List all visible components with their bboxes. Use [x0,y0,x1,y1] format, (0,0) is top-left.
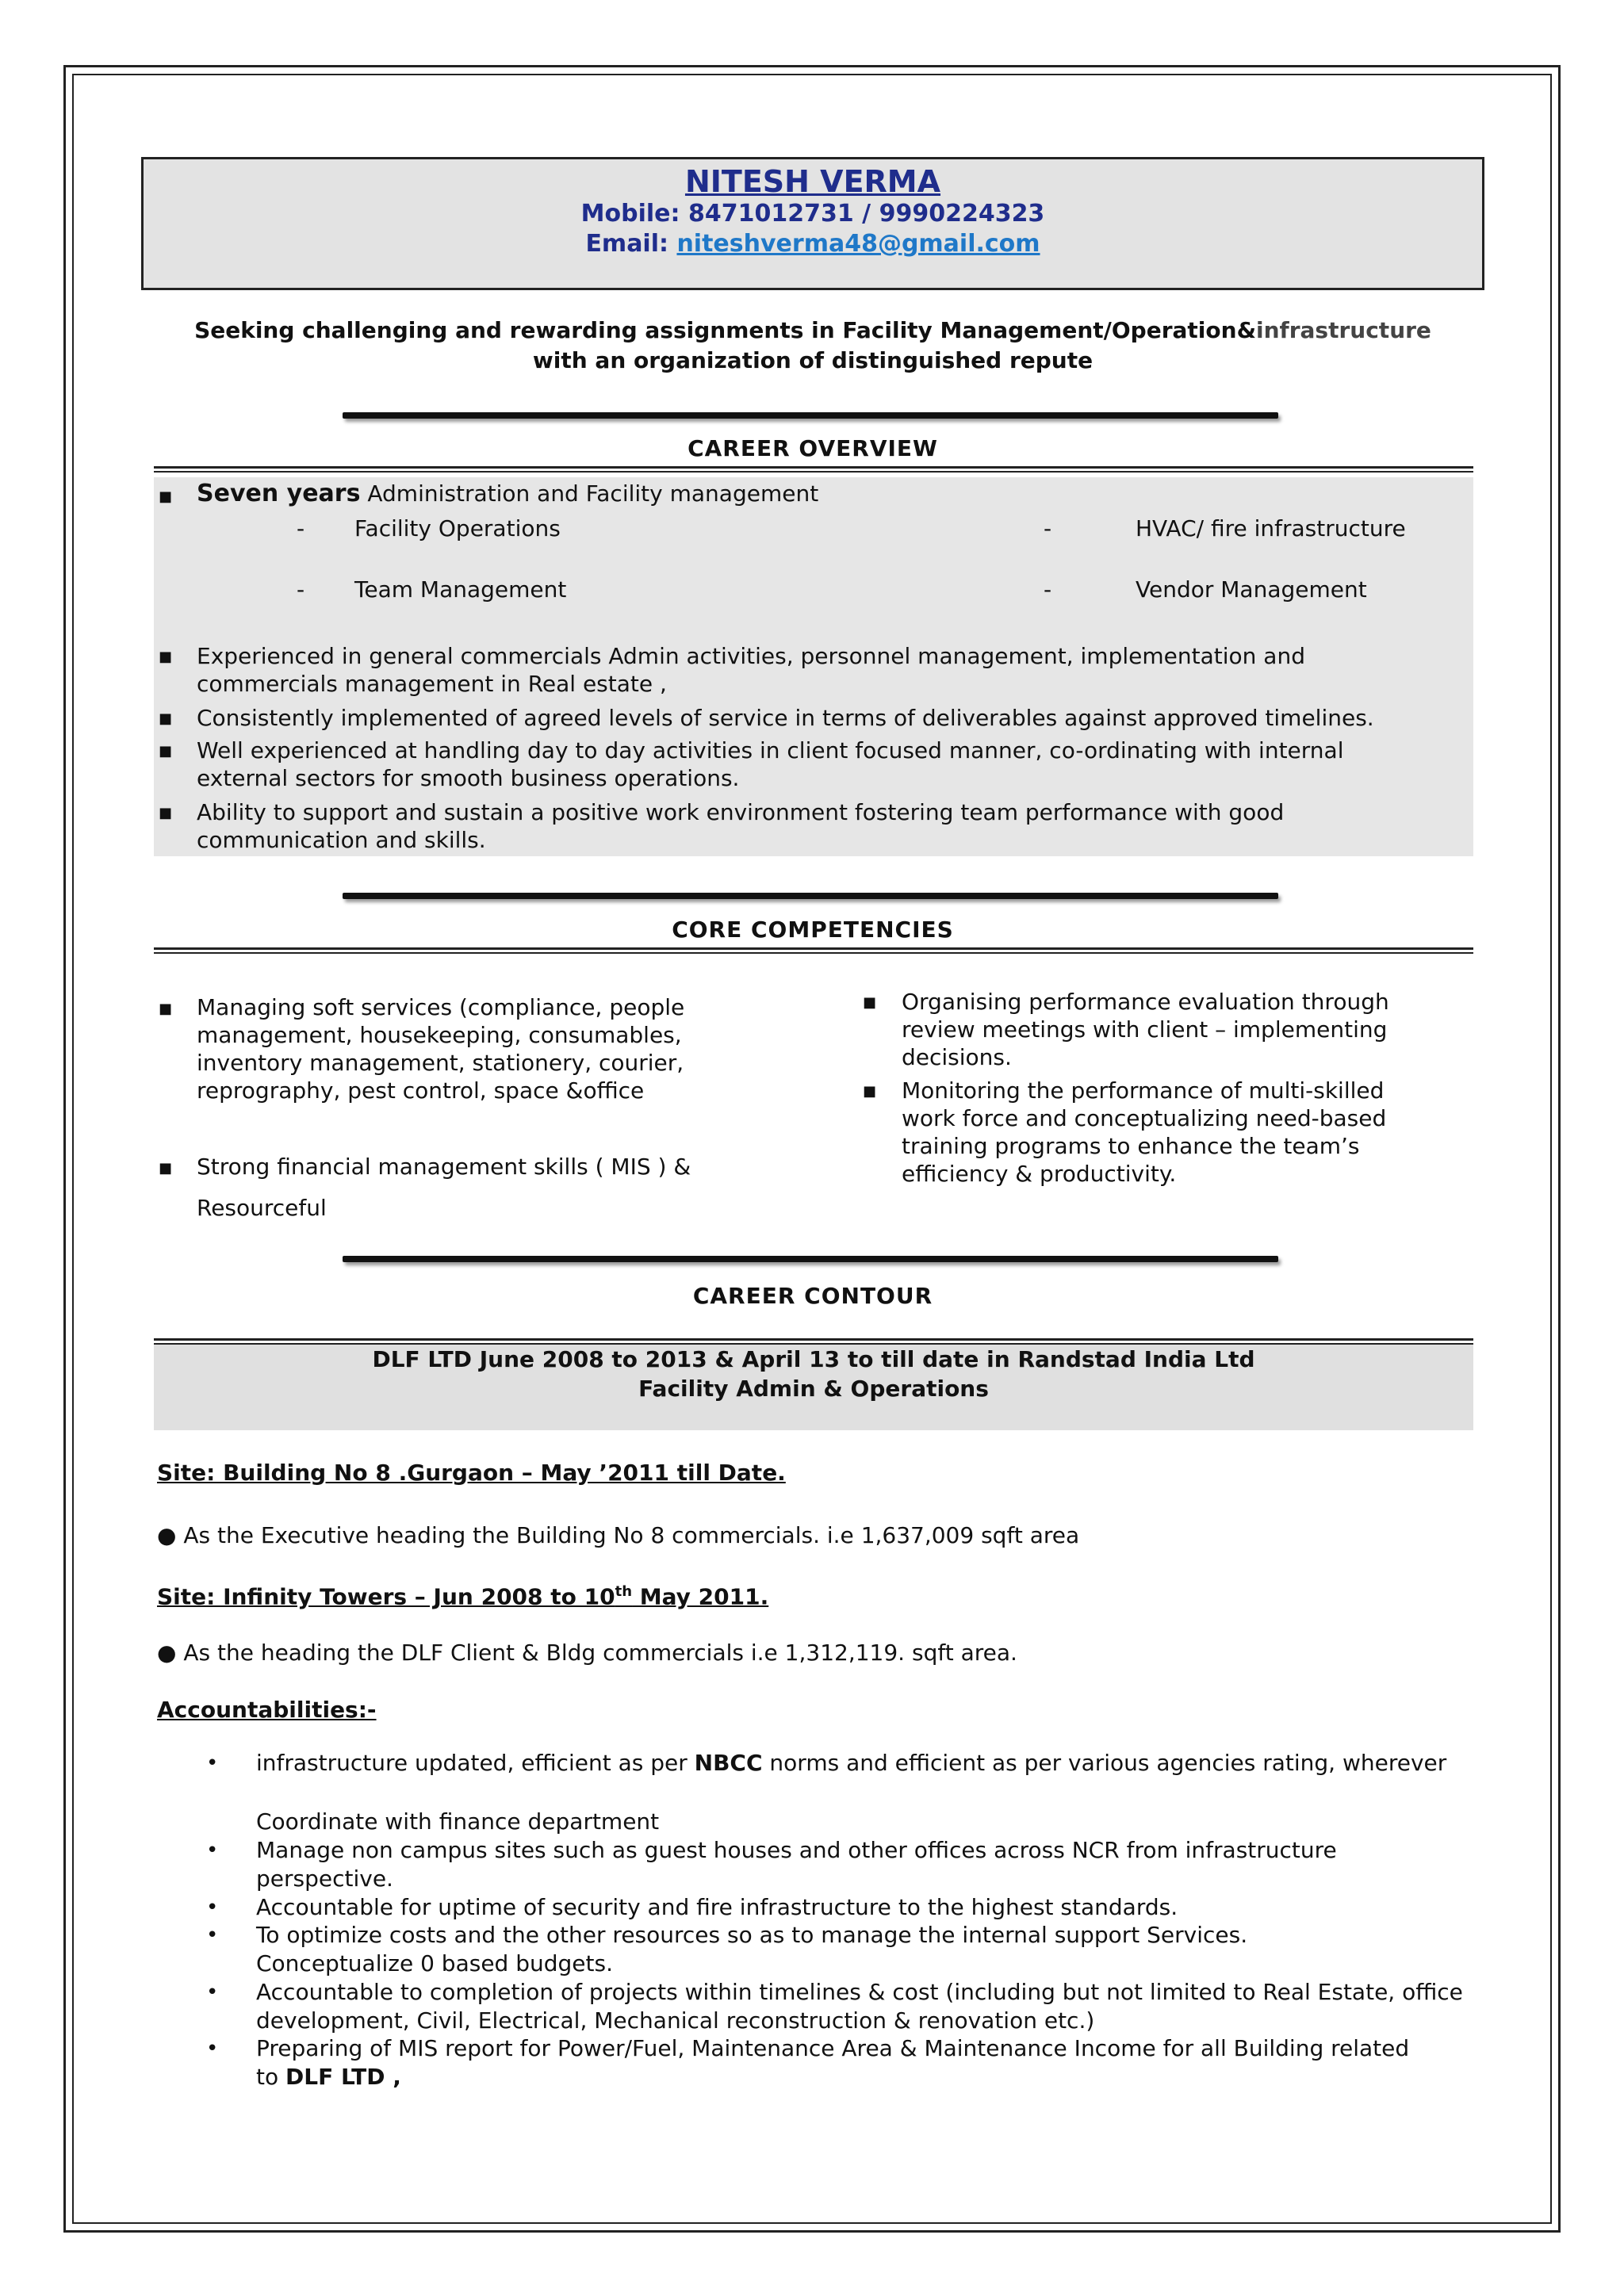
round-bullet-icon: • [206,1980,219,2004]
accountability-6-bold: DLF LTD , [285,2064,401,2090]
accountability-6 [256,2034,1414,2091]
skill-team-management: Team Management [354,576,567,603]
career-contour-title: CAREER CONTOUR [692,1283,933,1309]
skill-hvac-fire: HVAC/ fire infrastructure [1136,515,1406,541]
square-bullet-icon: ■ [159,1001,173,1017]
objective [141,316,1484,376]
objective-line-1-tail: infrastructure [1256,317,1431,343]
accountability-2: Manage non campus sites such as guest houses and other offices across NCR from infrastructure perspective. [256,1837,1337,1892]
skill-facility-operations: Facility Operations [354,515,561,541]
round-bullet-icon: • [206,1839,219,1862]
employer-panel [154,1345,1473,1430]
accountability-5: Accountable to completion of projects within timelines & cost (including but not limited to Real Estate, office development, Civil, Electrical, Mechanical reconstruction & renovation etc.) [256,1979,1463,2034]
objective-line-1-main: Seeking challenging and rewarding assignments in Facility Management/Operation& [194,317,1256,343]
objective-line-1 [141,316,1484,346]
site-1-line: ● As the Executive heading the Building No 8 commercials. i.e 1,637,009 sqft area [157,1522,1080,1548]
mobile-value: 8471012731 / 9990224323 [688,200,1045,228]
double-rule [154,947,1473,954]
candidate-name: NITESH VERMA [684,164,941,199]
site-2-heading-a: Site: Infinity Towers – Jun 2008 to 10 [157,1583,615,1610]
email-link[interactable]: niteshverma48@gmail.com [676,230,1040,258]
double-rule [154,1338,1473,1345]
round-bullet-icon: • [206,1896,219,1919]
employer-line: DLF LTD June 2008 to 2013 & April 13 to till date in Randstad India Ltd [372,1346,1255,1372]
dash-marker: - [1044,576,1052,603]
site-2-heading-b: May 2011. [632,1583,769,1610]
dash-marker: - [297,515,305,541]
section-divider [343,893,1278,899]
square-bullet-icon: ■ [159,805,173,821]
mobile-label: Mobile: [580,200,680,228]
section-divider [343,1256,1278,1262]
square-bullet-icon: ■ [159,488,173,505]
competency-financial: Strong financial management skills ( MIS ) & [197,1154,691,1180]
role-line: Facility Admin & Operations [638,1376,989,1402]
overview-experience-rest: Administration and Facility management [360,480,819,507]
site-1-heading: Site: Building No 8 .Gurgaon – May ’2011 till Date. [157,1460,786,1486]
double-rule [154,466,1473,473]
square-bullet-icon: ■ [159,649,173,665]
overview-experience-bold: Seven years [197,480,361,507]
accountability-1-bold: NBCC [694,1750,763,1776]
site-2-line: ● As the heading the DLF Client & Bldg commercials i.e 1,312,119. sqft area. [157,1640,1017,1666]
accountability-1-a: infrastructure updated, efficient as per [256,1750,695,1776]
round-bullet-icon: • [206,1923,219,1947]
mobile-line [144,199,1482,229]
section-divider [343,412,1278,419]
site-2-heading [157,1583,768,1609]
accountability-1 [256,1749,1469,1777]
square-bullet-icon: ■ [159,710,173,727]
accountabilities-heading: Accountabilities:- [157,1697,377,1723]
dash-marker: - [1044,515,1052,541]
site-2-heading-sup: th [615,1583,633,1600]
accountability-6-a: Preparing of MIS report for Power/Fuel, Maintenance Area & Maintenance Income for all Building related to [256,2035,1410,2090]
email-label: Email: [585,230,668,258]
accountability-3: Accountable for uptime of security and fire infrastructure to the highest standards. [256,1894,1178,1920]
round-bullet-icon: • [206,1751,219,1775]
square-bullet-icon: ■ [863,994,877,1011]
square-bullet-icon: ■ [159,743,173,760]
dash-marker: - [297,576,305,603]
overview-bullet-2: Consistently implemented of agreed levels of service in terms of deliverables against approved timelines. [197,705,1374,731]
header-box [141,157,1484,290]
competency-resourceful: Resourceful [197,1195,327,1221]
core-competencies-title: CORE COMPETENCIES [672,916,954,943]
competency-soft-services: Managing soft services (compliance, people management, housekeeping, consumables, inventory management, stationery, courier, reprography, pest control, space &office [197,994,685,1104]
accountability-1-c: Coordinate with finance department [256,1808,660,1835]
round-bullet-icon: • [206,2037,219,2061]
overview-bullet-1: Experienced in general commercials Admin activities, personnel management, implementation and commercials management in Real estate , [197,643,1305,697]
email-line [144,229,1482,259]
accountability-1-b: norms and efficient as per various agencies rating, wherever [762,1750,1447,1776]
overview-bullet-4: Ability to support and sustain a positive work environment fostering team performance with good communication and skills. [197,799,1285,853]
overview-experience [197,480,818,507]
objective-line-2: with an organization of distinguished repute [532,347,1094,373]
accountability-4: To optimize costs and the other resources so as to manage the internal support Services. Conceptualize 0 based budgets. [256,1922,1248,1976]
square-bullet-icon: ■ [159,1160,173,1177]
competency-monitoring: Monitoring the performance of multi-skilled work force and conceptualizing need-based training programs to enhance the team’s efficiency & productivity. [902,1077,1387,1187]
competency-performance-eval: Organising performance evaluation through review meetings with client – implementing decisions. [902,989,1389,1070]
career-overview-title: CAREER OVERVIEW [688,435,938,461]
square-bullet-icon: ■ [863,1083,877,1100]
overview-bullet-3: Well experienced at handling day to day activities in client focused manner, co-ordinating with internal external sectors for smooth business operations. [197,737,1344,791]
skill-vendor-management: Vendor Management [1136,576,1367,603]
